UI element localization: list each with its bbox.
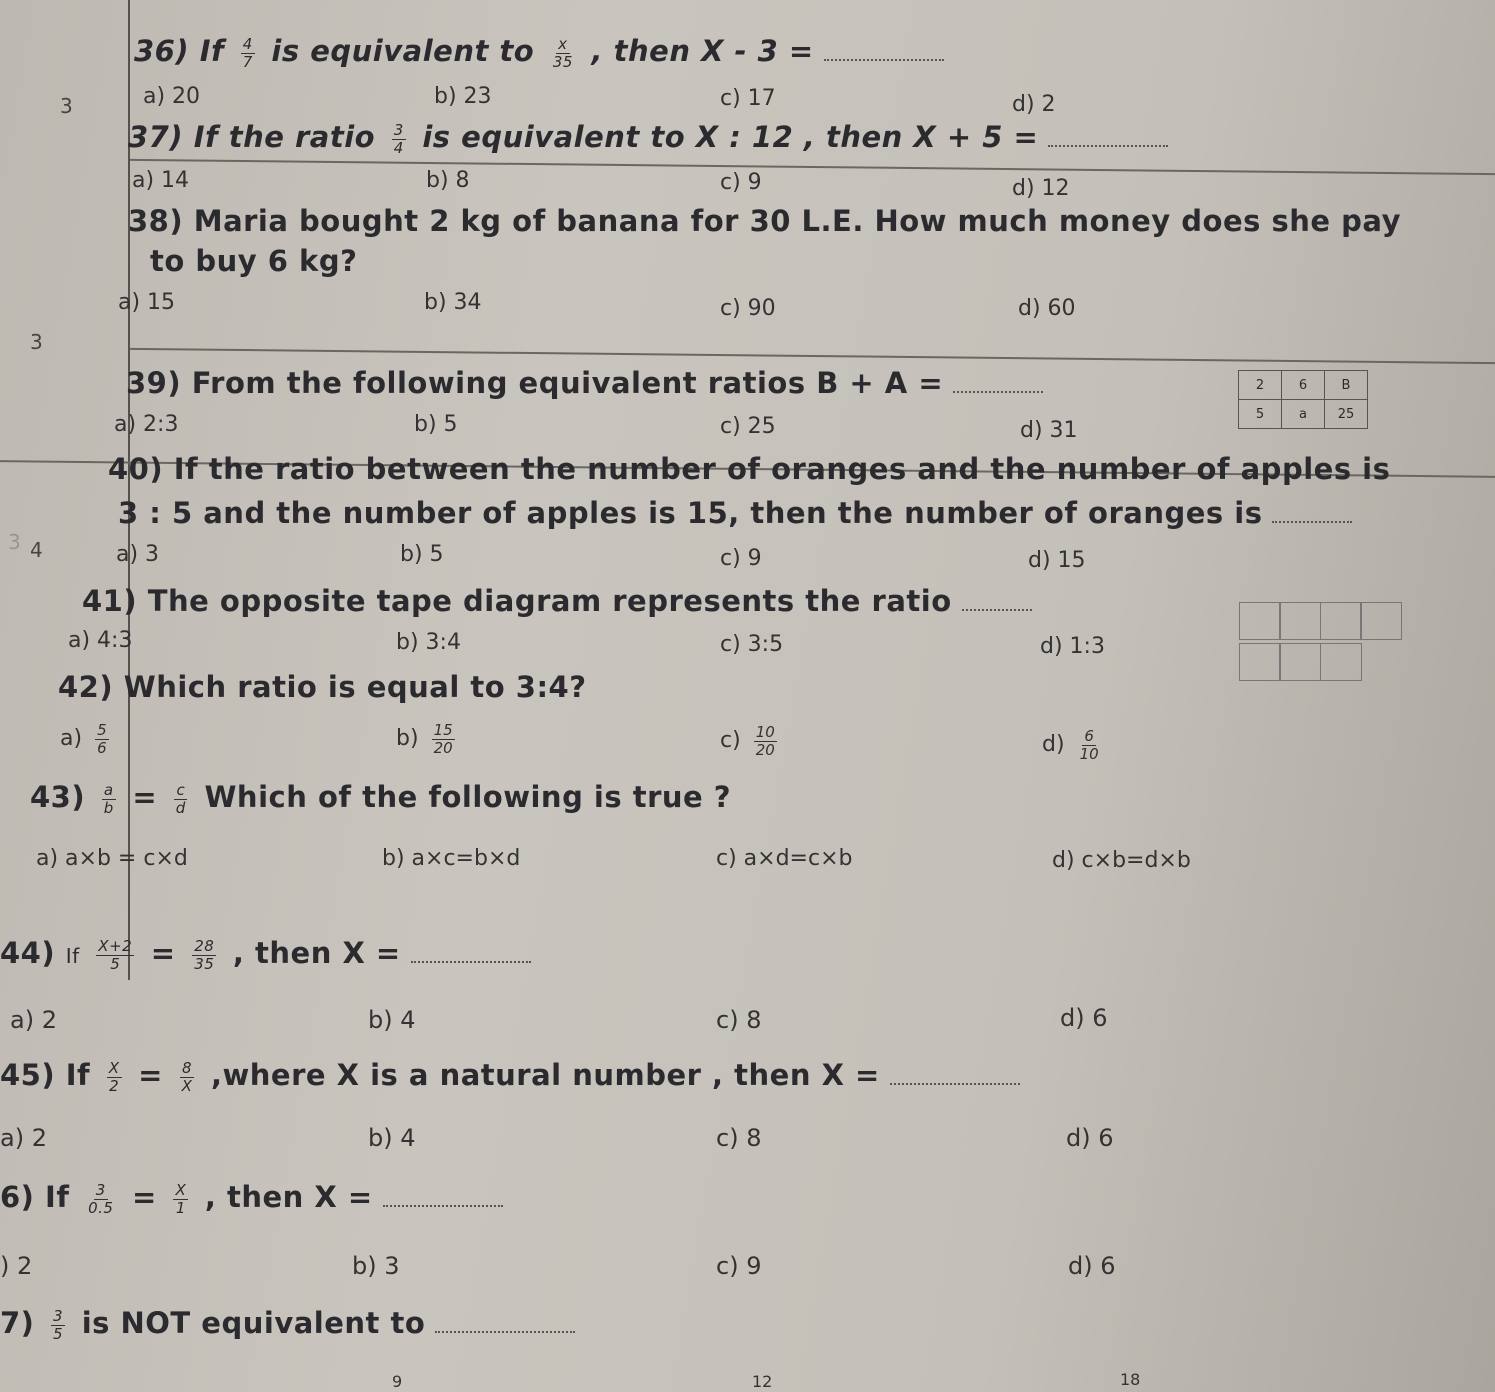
question-37: 37) If the ratio $\frac{3}{4}$ is equivalent to X : 12 , then X + 5 = — [128, 120, 1168, 156]
option: a) 20 — [143, 84, 201, 109]
option: a) 2 — [10, 1006, 57, 1034]
option: c) 9 — [720, 170, 762, 195]
option: c) 17 — [720, 86, 776, 111]
option: d) $\frac{6}{10}$ — [1042, 727, 1099, 763]
question-41: 41) The opposite tape diagram represents the ratio — [82, 584, 1032, 618]
question-45: 45) If $\frac{X}{2}$ = $\frac{8}{X}$ ,where X is a natural number , then X = — [0, 1058, 1020, 1094]
tape-diagram-row-1 — [1240, 602, 1402, 640]
option: a) 2 — [0, 1124, 47, 1152]
option: d) 6 — [1066, 1124, 1114, 1152]
question-40-line2: 3 : 5 and the number of apples is 15, then the number of oranges is — [118, 496, 1352, 530]
bottom-option: 18 — [1120, 1370, 1141, 1389]
option: c) 25 — [720, 414, 776, 439]
option: a) 15 — [118, 290, 176, 315]
option: b) 8 — [426, 168, 470, 193]
option: d) 2 — [1012, 92, 1056, 117]
divider — [130, 348, 1495, 364]
option: c) 9 — [716, 1252, 762, 1280]
option: b) 3 — [352, 1252, 400, 1280]
margin-mark: 3 — [8, 530, 21, 554]
question-39: 39) From the following equivalent ratios B + A = — [126, 366, 1043, 400]
option: d) 60 — [1018, 296, 1076, 321]
option: b) a×c=b×d — [382, 846, 521, 871]
option: d) 6 — [1060, 1004, 1108, 1032]
question-43: 43) $\frac{a}{b}$ = $\frac{c}{d}$ Which of the following is true ? — [30, 780, 732, 817]
question-46: 6) If $\frac{3}{0.5}$ = $\frac{X}{1}$ , then X = — [0, 1180, 503, 1216]
option: b) 3:4 — [396, 630, 461, 655]
question-42: 42) Which ratio is equal to 3:4? — [58, 670, 587, 704]
question-38: 38) Maria bought 2 kg of banana for 30 L.E. How much money does she pay — [128, 204, 1401, 238]
ratio-cell: B — [1325, 371, 1368, 400]
option: c) 8 — [716, 1124, 762, 1152]
option: b) $\frac{15}{20}$ — [396, 721, 453, 757]
option: b) 5 — [400, 542, 444, 567]
option: a) $\frac{5}{6}$ — [60, 721, 107, 757]
margin-mark: 3 — [30, 330, 43, 354]
option: d) 6 — [1068, 1252, 1116, 1280]
ratio-table — [1238, 370, 1368, 429]
question-36: 36) If $\frac{4}{7}$ is equivalent to $\frac{x}{35}$ , then X - 3 = — [134, 34, 944, 70]
option: a) 14 — [132, 168, 190, 193]
option: c) $\frac{10}{20}$ — [720, 723, 775, 759]
option: d) 12 — [1012, 176, 1070, 201]
option: a) 4:3 — [68, 628, 133, 653]
bottom-option: 9 — [392, 1372, 403, 1391]
ratio-cell: 5 — [1239, 400, 1282, 429]
option: c) 9 — [720, 546, 762, 571]
question-40: 40) If the ratio between the number of oranges and the number of apples is — [108, 452, 1391, 486]
bottom-option: 12 — [752, 1372, 773, 1391]
question-38-line2: to buy 6 kg? — [150, 244, 358, 278]
ratio-cell: 25 — [1325, 400, 1368, 429]
option: c) a×d=c×b — [716, 846, 853, 871]
option: a) a×b = c×d — [36, 846, 188, 871]
option: d) 1:3 — [1040, 634, 1105, 659]
option: d) 15 — [1028, 548, 1086, 573]
option: ) 2 — [0, 1252, 33, 1280]
margin-mark: 4 — [30, 538, 43, 562]
option: b) 5 — [414, 412, 458, 437]
ratio-cell: 6 — [1282, 371, 1325, 400]
option: d) c×b=d×b — [1052, 848, 1191, 873]
ratio-cell: a — [1282, 400, 1325, 429]
option: b) 23 — [434, 84, 492, 109]
option: b) 4 — [368, 1124, 416, 1152]
option: c) 90 — [720, 296, 776, 321]
option: b) 34 — [424, 290, 482, 315]
tape-diagram-row-2 — [1240, 643, 1362, 681]
ratio-cell: 2 — [1239, 371, 1282, 400]
divider — [130, 159, 1495, 175]
option: c) 8 — [716, 1006, 762, 1034]
question-44: 44) If $\frac{X+2}{5}$ = $\frac{28}{35}$ , then X = — [0, 936, 531, 972]
question-47: 7) $\frac{3}{5}$ is NOT equivalent to — [0, 1306, 575, 1342]
option: a) 3 — [116, 542, 160, 567]
option: d) 31 — [1020, 418, 1078, 443]
option: c) 3:5 — [720, 632, 784, 657]
option: a) 2:3 — [114, 412, 179, 437]
margin-mark: 3 — [60, 94, 73, 118]
option: b) 4 — [368, 1006, 416, 1034]
